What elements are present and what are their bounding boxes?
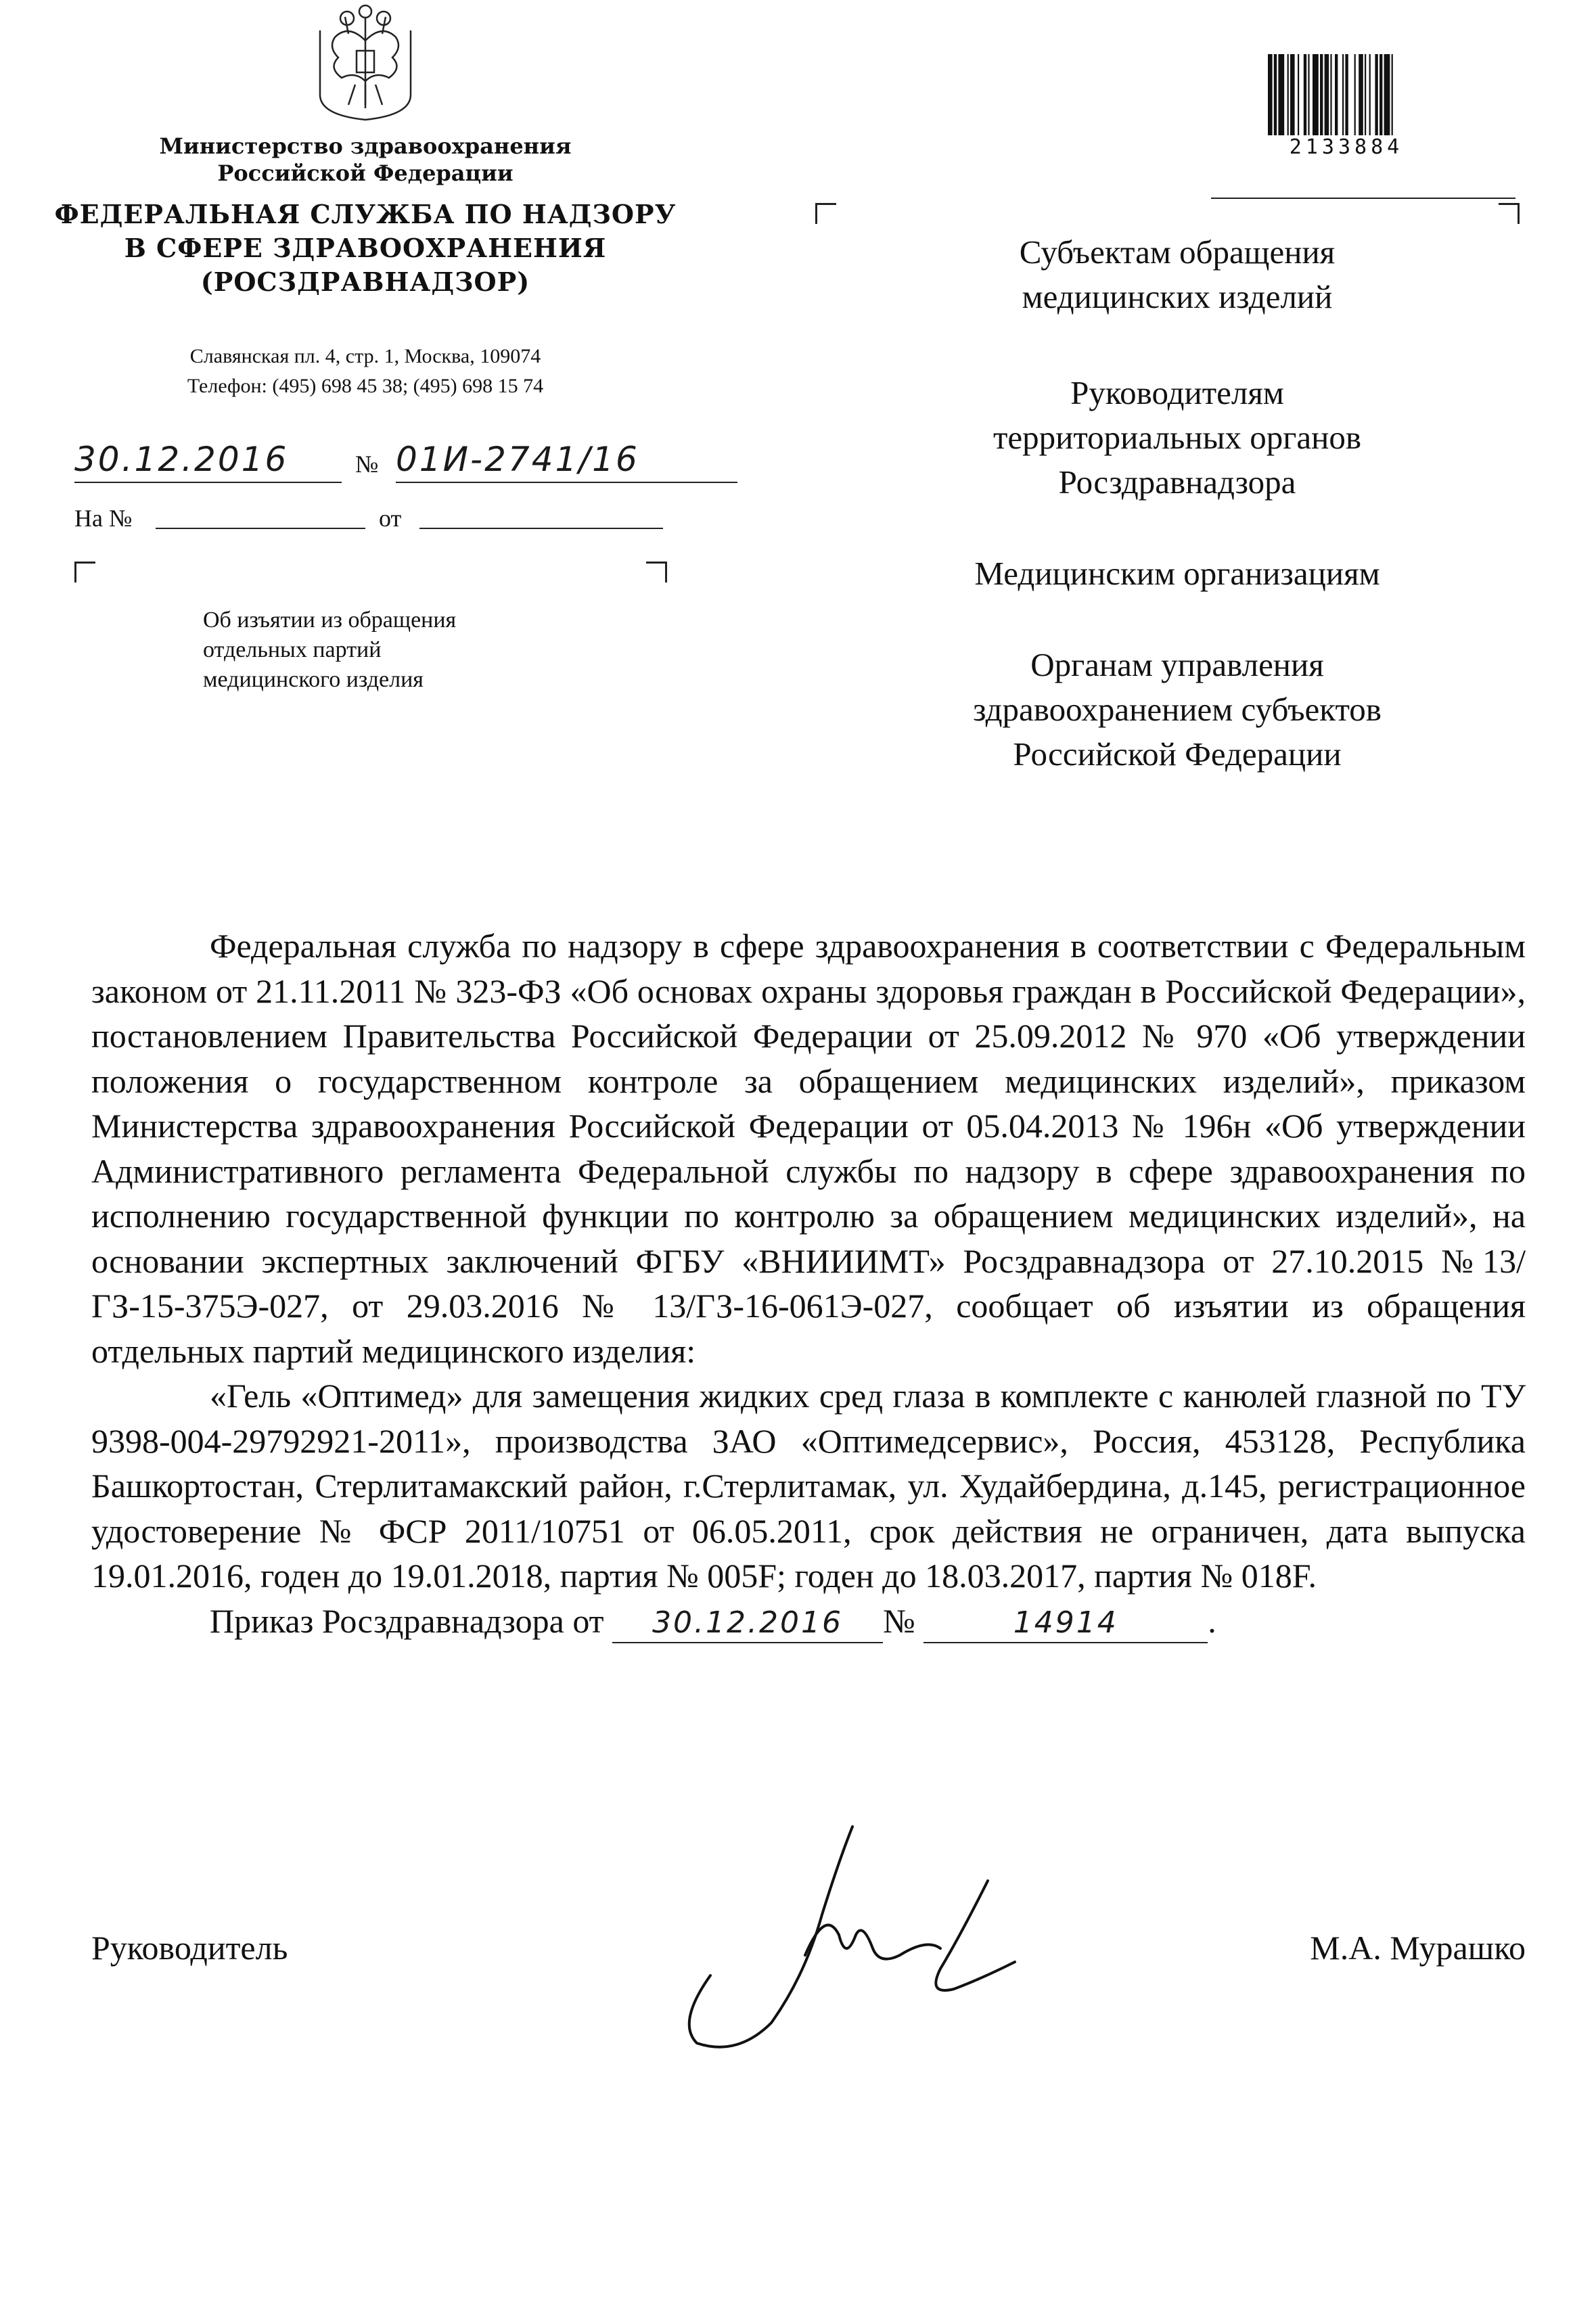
subject-bracket-right [646, 562, 667, 582]
barcode-bar [1392, 54, 1393, 135]
address: Славянская пл. 4, стр. 1, Москва, 109074 [189, 345, 541, 367]
barcode-bar [1308, 54, 1309, 135]
barcode-bar [1335, 54, 1338, 135]
signatory-name: М.А. Мурашко [1310, 1929, 1526, 1967]
barcode-bar [1345, 54, 1348, 135]
recipient-1-line2: медицинских изделий [1022, 278, 1333, 315]
recipient-top-line [1211, 198, 1515, 199]
registration-number-sign: № [355, 451, 379, 478]
subject-line2: отдельных партий [203, 637, 382, 662]
order-end: . [1208, 1601, 1216, 1640]
ministry-line1: Министерство здравоохранения [159, 133, 572, 159]
signature-image [670, 1820, 1049, 2070]
recipient-bracket-left [815, 203, 836, 224]
signature-position: Руководитель [91, 1929, 288, 1967]
subject-line1: Об изъятии из обращения [203, 608, 457, 633]
subject-bracket-left [74, 562, 95, 582]
recipient-4-line1: Органам управления [1030, 646, 1324, 683]
barcode-bar [1354, 54, 1356, 135]
barcode-bar [1380, 54, 1382, 135]
service-line1: ФЕДЕРАЛЬНАЯ СЛУЖБА ПО НАДЗОРУ [54, 199, 677, 229]
barcode-graphic [1265, 54, 1428, 139]
reply-label: На № [74, 505, 133, 532]
phone: Телефон: (495) 698 45 38; (495) 698 15 74 [187, 375, 544, 397]
order-number-sign: № [883, 1601, 915, 1640]
barcode-number: 2133884 [1289, 135, 1404, 159]
registration-number: 01И-2741/16 [396, 440, 737, 483]
recipient-2-line3: Росздравнадзора [1058, 463, 1296, 501]
barcode-bar [1268, 54, 1273, 135]
recipient-bracket-right [1499, 203, 1520, 224]
subject-line3: медицинского изделия [203, 667, 424, 692]
barcode-bar [1320, 54, 1323, 135]
service-line3: (РОСЗДРАВНАДЗОР) [200, 267, 530, 297]
order-number: 14914 [924, 1604, 1208, 1643]
barcode-bar [1365, 54, 1366, 135]
recipient-4-line2: здравоохранением субъектов [973, 691, 1382, 728]
order-label: Приказ Росздравнадзора от [210, 1601, 604, 1640]
body-paragraph-2: «Гель «Оптимед» для замещения жидких сред глаза в комплекте с канюлей глазной по ТУ 9398-004-29792921-2011», производства ЗАО «Оптимедсервис», Россия, 453128, Республика Башкортостан, Стерлитамакский район, г.Стерлитамак, ул. Худайбердина, д.145, регистрационное удостоверение № ФСР 2011/10751 от 06.05.2011, срок действия не ограничен, дата выпуска 19.01.2016, годен до 19.01.2018, партия № 005F; годен до 18.03.2017, партия № 018F. [91, 1377, 1526, 1595]
barcode-bar [1274, 54, 1277, 135]
body-paragraph-1: Федеральная служба по надзору в сфере здравоохранения в соответствии с Федеральным законом от 21.11.2011 № 323-ФЗ «Об основах охраны здоровья граждан в Российской Федерации», постановлением Правительства Российской Федерации от 25.09.2012 № 970 «Об утверждении положения о государственном контроле за обращением медицинских изделий», приказом Министерства здравоохранения Российской Федерации от 05.04.2013 № 196н «Об утверждении Административного регламента Федеральной службы по надзору в сфере здравоохранения по исполнению государственной функции по контролю за обращением медицинских изделий», на основании экспертных заключений ФГБУ «ВНИИИМТ» Росздравнадзора от 27.10.2015 №13/ГЗ-15-375Э-027, от 29.03.2016 № 13/ГЗ-16-061Э-027, сообщает об изъятии из обращения отдельных партий медицинского изделия: [91, 927, 1526, 1370]
order-reference [91, 1599, 1526, 1644]
barcode-bar [1313, 54, 1319, 135]
barcode-bar [1359, 54, 1363, 135]
letter-body [91, 923, 1526, 1643]
recipient-3-line1: Медицинским организациям [974, 555, 1380, 592]
recipient-1-line1: Субъектам обращения [1019, 233, 1336, 271]
reply-from-label: от [379, 505, 402, 532]
coat-of-arms-icon [308, 3, 423, 122]
barcode-bar [1342, 54, 1344, 135]
service-line2: В СФЕРЕ ЗДРАВООХРАНЕНИЯ [124, 233, 607, 263]
recipient-4-line3: Российской Федерации [1013, 735, 1342, 773]
recipient-2-line1: Руководителям [1070, 374, 1284, 411]
barcode-bar [1298, 54, 1299, 135]
registration-date: 30.12.2016 [74, 440, 342, 483]
reply-date-line [419, 528, 663, 529]
barcode-bar [1325, 54, 1329, 135]
barcode-bar [1330, 54, 1331, 135]
barcode-bar [1384, 54, 1390, 135]
ministry-line2: Российской Федерации [217, 160, 514, 186]
barcode-bar [1304, 54, 1306, 135]
barcode-bar [1369, 54, 1371, 135]
order-date: 30.12.2016 [612, 1604, 883, 1643]
barcode-bar [1375, 54, 1377, 135]
barcode-bar [1278, 54, 1284, 135]
barcode-bar [1290, 54, 1295, 135]
barcode-bar [1287, 54, 1289, 135]
reply-number-line [156, 528, 365, 529]
recipient-2-line2: территориальных органов [993, 419, 1361, 456]
